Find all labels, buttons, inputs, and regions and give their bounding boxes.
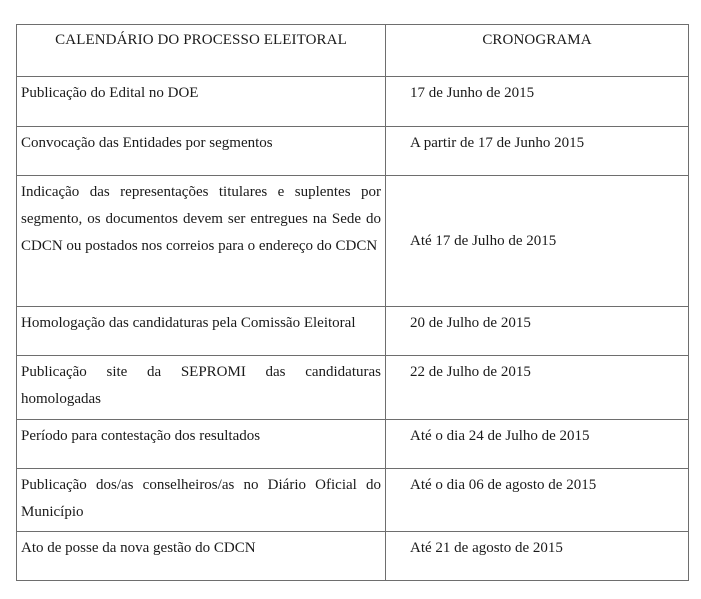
event-cell: Publicação site da SEPROMI das candidaturas homologadas [17, 356, 386, 420]
date-cell: A partir de 17 de Junho 2015 [386, 127, 689, 176]
header-row [17, 25, 689, 77]
date-cell: Até 21 de agosto de 2015 [386, 532, 689, 581]
date-cell: 17 de Junho de 2015 [386, 77, 689, 127]
event-cell: Indicação das representações titulares e suplentes por segmento, os documentos devem ser entregues na Sede do CDCN ou postados nos correios para o endereço do CDCN [17, 176, 386, 307]
event-cell: Homologação das candidaturas pela Comissão Eleitoral [17, 307, 386, 356]
event-cell: Ato de posse da nova gestão do CDCN [17, 532, 386, 581]
election-calendar-table [16, 24, 689, 581]
date-cell: 22 de Julho de 2015 [386, 356, 689, 420]
event-cell: Publicação do Edital no DOE [17, 77, 386, 127]
date-cell: Até 17 de Julho de 2015 [386, 176, 689, 307]
table-row [17, 77, 689, 127]
table-row [17, 532, 689, 581]
event-cell: Convocação das Entidades por segmentos [17, 127, 386, 176]
table-row [17, 420, 689, 469]
table-row [17, 127, 689, 176]
header-schedule: CRONOGRAMA [386, 25, 689, 77]
header-event: CALENDÁRIO DO PROCESSO ELEITORAL [17, 25, 386, 77]
table-row [17, 469, 689, 532]
date-cell: Até o dia 06 de agosto de 2015 [386, 469, 689, 532]
date-cell: 20 de Julho de 2015 [386, 307, 689, 356]
date-cell: Até o dia 24 de Julho de 2015 [386, 420, 689, 469]
event-cell: Publicação dos/as conselheiros/as no Diário Oficial do Município [17, 469, 386, 532]
event-cell: Período para contestação dos resultados [17, 420, 386, 469]
table-row [17, 176, 689, 307]
table-row [17, 356, 689, 420]
table-row [17, 307, 689, 356]
